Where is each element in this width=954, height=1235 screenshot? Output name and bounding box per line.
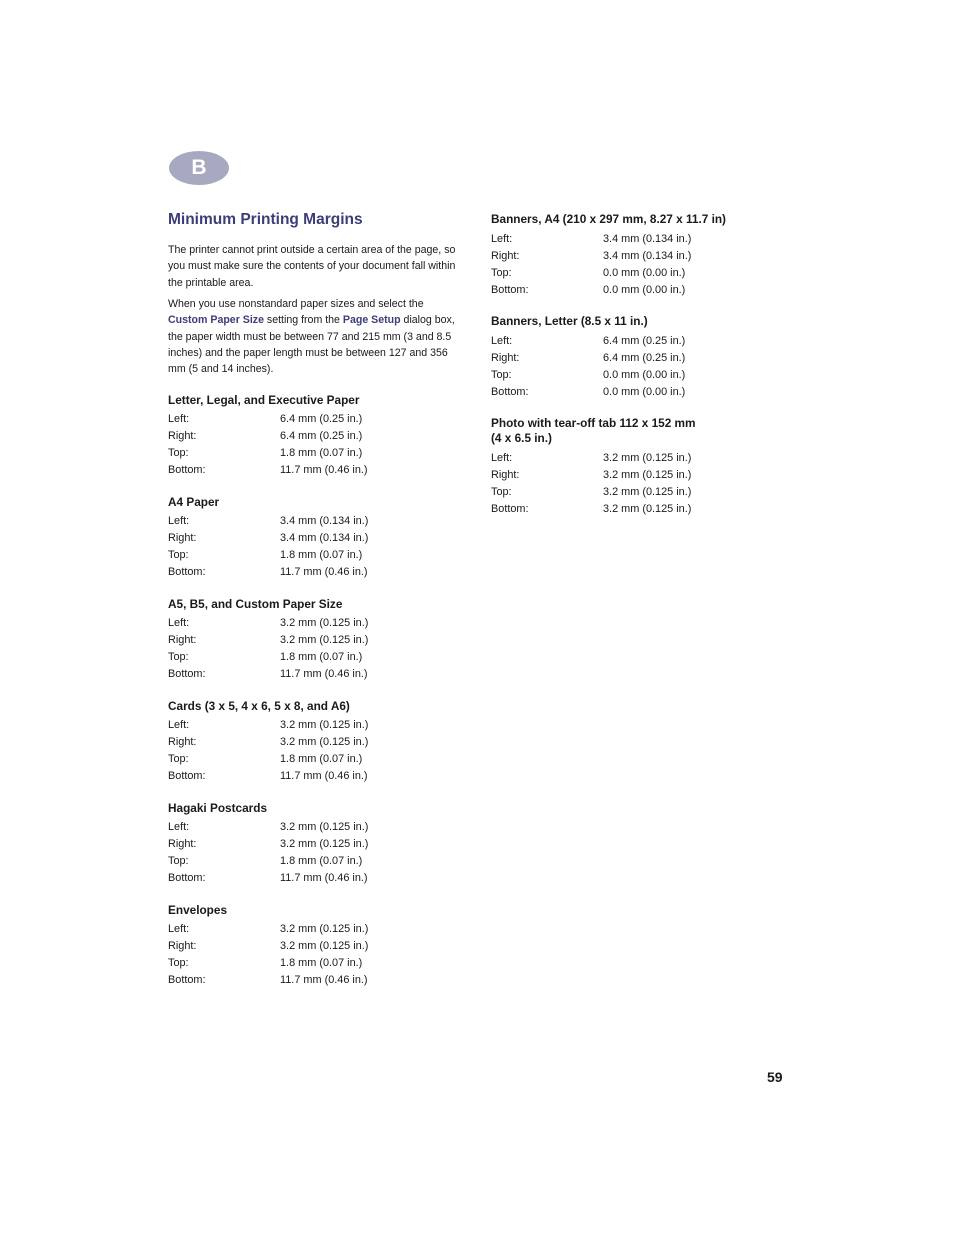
margin-value: 3.2 mm (0.125 in.) bbox=[603, 452, 692, 464]
margin-label: Right: bbox=[491, 352, 520, 365]
margin-row-right bbox=[491, 467, 751, 484]
margin-row-left bbox=[168, 819, 468, 836]
margin-row-bottom bbox=[168, 870, 468, 887]
margin-value: 0.0 mm (0.00 in.) bbox=[603, 386, 686, 399]
margin-label: Right: bbox=[491, 250, 520, 263]
section-title: Photo with tear-off tab 112 x 152 mm bbox=[491, 416, 696, 430]
intro-paragraph-2 bbox=[168, 296, 464, 377]
intro-text-c: dialog box, the paper width must be between 77 and 215 mm (3 and 8.5 inches) and the paper length must be between 127 and 356 mm (5 and 14 inches). bbox=[168, 314, 455, 376]
page-number: 59 bbox=[767, 1069, 783, 1085]
margin-value: 3.4 mm (0.134 in.) bbox=[280, 515, 369, 527]
margin-value: 3.4 mm (0.134 in.) bbox=[603, 250, 692, 263]
margin-label: Top: bbox=[168, 651, 189, 664]
section-banners-a4 bbox=[491, 212, 751, 299]
margin-value: 0.0 mm (0.00 in.) bbox=[603, 369, 686, 382]
margin-row-bottom bbox=[168, 768, 468, 785]
margin-label: Top: bbox=[168, 447, 189, 460]
margin-label: Left: bbox=[491, 335, 513, 347]
section-envelopes bbox=[168, 903, 468, 989]
margin-value: 3.2 mm (0.125 in.) bbox=[280, 634, 369, 647]
margin-value: 11.7 mm (0.46 in.) bbox=[280, 770, 368, 783]
margin-value: 11.7 mm (0.46 in.) bbox=[280, 668, 368, 681]
margin-row-left bbox=[491, 333, 751, 350]
margin-label: Top: bbox=[168, 957, 189, 970]
margin-label: Left: bbox=[168, 923, 190, 935]
section-title-line-2: (4 x 6.5 in.) bbox=[491, 431, 552, 445]
margin-row-left bbox=[491, 450, 751, 467]
margin-row-top bbox=[491, 265, 751, 282]
margin-label: Bottom: bbox=[168, 464, 206, 477]
margin-value: 6.4 mm (0.25 in.) bbox=[280, 430, 363, 443]
margin-row-bottom bbox=[491, 282, 751, 299]
margin-row-top bbox=[168, 853, 468, 870]
margin-row-right bbox=[168, 938, 468, 955]
margin-row-top bbox=[491, 484, 751, 501]
margin-label: Bottom: bbox=[491, 503, 529, 516]
section-title: Hagaki Postcards bbox=[168, 801, 268, 815]
margin-value: 1.8 mm (0.07 in.) bbox=[280, 447, 363, 460]
margin-label: Left: bbox=[491, 233, 513, 245]
margin-label: Bottom: bbox=[168, 770, 206, 783]
margin-value: 3.2 mm (0.125 in.) bbox=[280, 838, 369, 851]
margin-label: Left: bbox=[168, 515, 190, 527]
margin-label: Top: bbox=[491, 267, 512, 280]
margin-label: Left: bbox=[168, 413, 190, 425]
margin-value: 3.2 mm (0.125 in.) bbox=[280, 719, 369, 731]
margin-row-bottom bbox=[168, 972, 468, 989]
margin-row-right bbox=[168, 428, 468, 445]
section-a4-paper bbox=[168, 495, 468, 581]
margin-label: Bottom: bbox=[491, 386, 529, 399]
margin-label: Left: bbox=[168, 821, 190, 833]
margin-label: Left: bbox=[491, 452, 513, 464]
margin-row-right bbox=[168, 734, 468, 751]
margin-label: Bottom: bbox=[491, 284, 529, 297]
margin-value: 0.0 mm (0.00 in.) bbox=[603, 284, 686, 297]
margin-value: 3.2 mm (0.125 in.) bbox=[280, 736, 369, 749]
margin-row-bottom bbox=[491, 501, 751, 518]
margin-row-bottom bbox=[168, 564, 468, 581]
margin-label: Top: bbox=[491, 486, 512, 499]
margin-value: 1.8 mm (0.07 in.) bbox=[280, 549, 363, 562]
margin-row-left bbox=[168, 717, 468, 734]
margin-value: 11.7 mm (0.46 in.) bbox=[280, 974, 368, 987]
margin-value: 1.8 mm (0.07 in.) bbox=[280, 753, 363, 766]
intro-text-a: When you use nonstandard paper sizes and select the bbox=[168, 298, 424, 310]
margin-value: 3.2 mm (0.125 in.) bbox=[280, 821, 369, 833]
margin-row-left bbox=[168, 921, 468, 938]
margin-row-right bbox=[491, 350, 751, 367]
margin-value: 3.4 mm (0.134 in.) bbox=[280, 532, 369, 545]
margin-value: 3.4 mm (0.134 in.) bbox=[603, 233, 692, 245]
margin-label: Bottom: bbox=[168, 872, 206, 885]
margin-value: 3.2 mm (0.125 in.) bbox=[280, 617, 369, 629]
margin-label: Right: bbox=[168, 736, 197, 749]
margin-value: 3.2 mm (0.125 in.) bbox=[280, 940, 369, 953]
margin-label: Right: bbox=[168, 940, 197, 953]
margin-label: Bottom: bbox=[168, 668, 206, 681]
section-title: Banners, A4 (210 x 297 mm, 8.27 x 11.7 in) bbox=[491, 212, 726, 226]
margin-label: Left: bbox=[168, 617, 190, 629]
intro-paragraph-1: The printer cannot print outside a certain area of the page, so you must make sure the contents of your document fall within the printable area. bbox=[168, 244, 456, 289]
margin-label: Top: bbox=[168, 753, 189, 766]
margin-row-right bbox=[168, 632, 468, 649]
margin-row-left bbox=[168, 411, 468, 428]
margin-value: 11.7 mm (0.46 in.) bbox=[280, 872, 368, 885]
margin-label: Right: bbox=[168, 838, 197, 851]
margin-value: 6.4 mm (0.25 in.) bbox=[603, 352, 686, 365]
margin-label: Right: bbox=[168, 532, 197, 545]
margin-label: Right: bbox=[491, 469, 520, 482]
appendix-badge bbox=[169, 151, 229, 185]
section-photo-tear-off bbox=[491, 416, 751, 518]
page-title: Minimum Printing Margins bbox=[168, 211, 363, 228]
margin-value: 6.4 mm (0.25 in.) bbox=[603, 335, 686, 347]
margin-label: Bottom: bbox=[168, 974, 206, 987]
margin-row-top bbox=[168, 955, 468, 972]
margin-value: 3.2 mm (0.125 in.) bbox=[603, 469, 692, 482]
margin-row-right bbox=[168, 836, 468, 853]
margin-value: 11.7 mm (0.46 in.) bbox=[280, 464, 368, 477]
section-title: Envelopes bbox=[168, 903, 228, 917]
margin-value: 1.8 mm (0.07 in.) bbox=[280, 957, 363, 970]
margin-row-top bbox=[168, 751, 468, 768]
margin-row-top bbox=[168, 649, 468, 666]
margin-row-bottom bbox=[168, 666, 468, 683]
section-cards bbox=[168, 699, 468, 785]
margin-value: 1.8 mm (0.07 in.) bbox=[280, 651, 363, 664]
margin-row-right bbox=[491, 248, 751, 265]
margin-label: Top: bbox=[168, 855, 189, 868]
margin-row-top bbox=[168, 547, 468, 564]
margin-value: 11.7 mm (0.46 in.) bbox=[280, 566, 368, 579]
margin-value: 1.8 mm (0.07 in.) bbox=[280, 855, 363, 868]
margin-row-left bbox=[168, 615, 468, 632]
section-banners-letter bbox=[491, 314, 751, 401]
section-title: A4 Paper bbox=[168, 495, 220, 509]
margin-value: 0.0 mm (0.00 in.) bbox=[603, 267, 686, 280]
section-title: Banners, Letter (8.5 x 11 in.) bbox=[491, 314, 648, 328]
margin-row-right bbox=[168, 530, 468, 547]
margin-row-bottom bbox=[168, 462, 468, 479]
margin-value: 6.4 mm (0.25 in.) bbox=[280, 413, 363, 425]
intro-text-b: setting from the bbox=[266, 314, 340, 327]
margin-value: 3.2 mm (0.125 in.) bbox=[603, 503, 692, 516]
appendix-letter: B bbox=[191, 156, 207, 179]
custom-paper-size-link: Custom Paper Size bbox=[168, 314, 264, 327]
margin-label: Top: bbox=[491, 369, 512, 382]
margin-label: Right: bbox=[168, 634, 197, 647]
margin-label: Right: bbox=[168, 430, 197, 443]
margin-row-bottom bbox=[491, 384, 751, 401]
margin-row-left bbox=[168, 513, 468, 530]
margin-label: Top: bbox=[168, 549, 189, 562]
section-letter-legal-executive bbox=[168, 393, 468, 479]
section-a5-b5-custom bbox=[168, 597, 468, 683]
margin-label: Bottom: bbox=[168, 566, 206, 579]
page-setup-link: Page Setup bbox=[342, 314, 401, 327]
margin-label: Left: bbox=[168, 719, 190, 731]
section-title: Cards (3 x 5, 4 x 6, 5 x 8, and A6) bbox=[168, 699, 350, 713]
margin-row-left bbox=[491, 231, 751, 248]
section-hagaki-postcards bbox=[168, 801, 468, 887]
margin-value: 3.2 mm (0.125 in.) bbox=[280, 923, 369, 935]
margin-value: 3.2 mm (0.125 in.) bbox=[603, 486, 692, 499]
section-title: Letter, Legal, and Executive Paper bbox=[168, 393, 360, 407]
margin-row-top bbox=[168, 445, 468, 462]
section-title: A5, B5, and Custom Paper Size bbox=[168, 597, 343, 611]
margin-row-top bbox=[491, 367, 751, 384]
